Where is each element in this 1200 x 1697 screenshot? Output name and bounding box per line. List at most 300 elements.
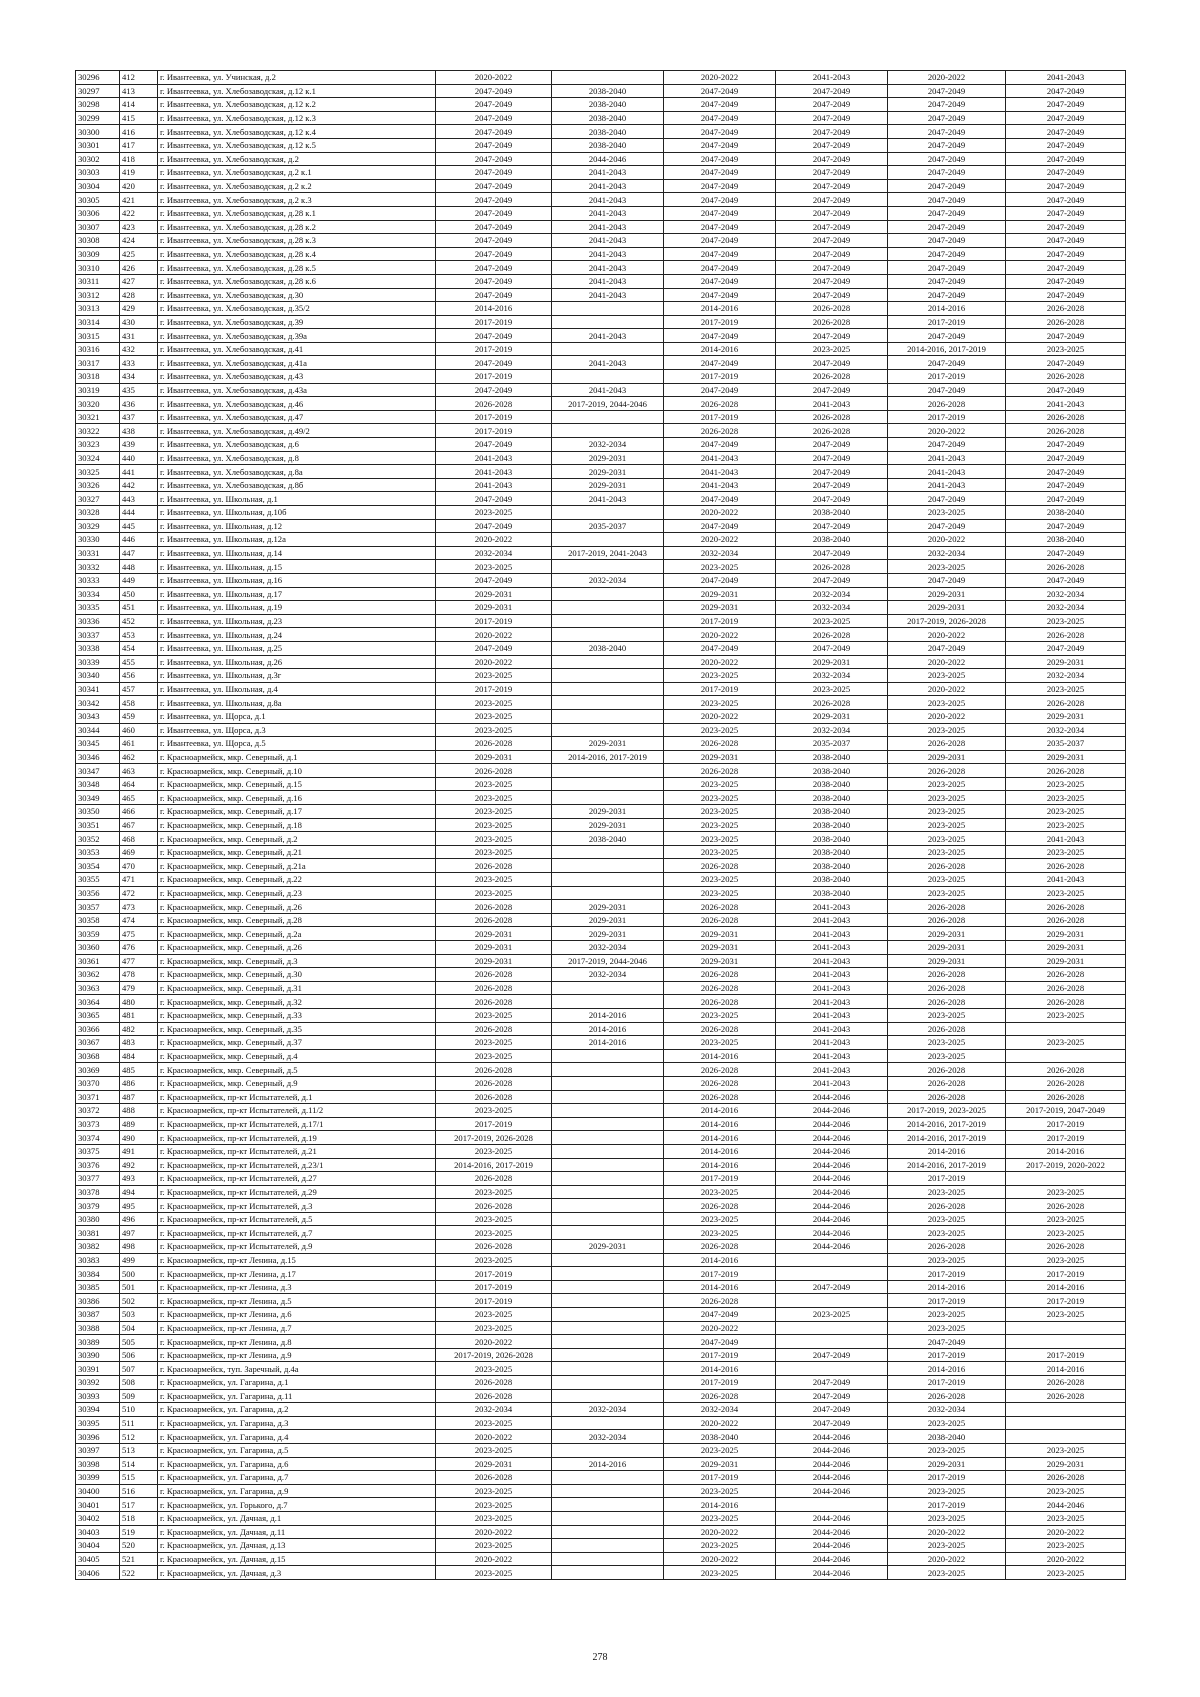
address-cell: г. Ивантеевка, ул. Школьная, д.14 [158, 546, 436, 560]
period-1-cell: 2023-2025 [436, 845, 552, 859]
period-6-cell: 2047-2049 [1006, 220, 1126, 234]
row-number-cell: 423 [120, 220, 158, 234]
row-id-cell: 30400 [76, 1484, 120, 1498]
period-1-cell: 2047-2049 [436, 383, 552, 397]
period-4-cell: 2044-2046 [776, 1172, 888, 1186]
period-1-cell: 2023-2025 [436, 791, 552, 805]
table-row [76, 179, 1126, 193]
period-3-cell: 2047-2049 [664, 247, 776, 261]
period-1-cell: 2017-2019, 2026-2028 [436, 1131, 552, 1145]
period-5-cell: 2014-2016, 2017-2019 [888, 1117, 1006, 1131]
period-2-cell [552, 1185, 664, 1199]
period-2-cell: 2041-2043 [552, 247, 664, 261]
period-5-cell: 2041-2043 [888, 465, 1006, 479]
period-5-cell: 2023-2025 [888, 723, 1006, 737]
period-1-cell: 2023-2025 [436, 1036, 552, 1050]
row-id-cell: 30385 [76, 1280, 120, 1294]
period-4-cell: 2044-2046 [776, 1199, 888, 1213]
address-cell: г. Красноармейск, пр-кт Испытателей, д.23/1 [158, 1158, 436, 1172]
period-1-cell: 2047-2049 [436, 152, 552, 166]
table-row [76, 1443, 1126, 1457]
row-id-cell: 30377 [76, 1172, 120, 1186]
row-number-cell: 480 [120, 995, 158, 1009]
address-cell: г. Красноармейск, ул. Дачная, д.13 [158, 1539, 436, 1553]
period-5-cell: 2029-2031 [888, 587, 1006, 601]
period-5-cell: 2047-2049 [888, 261, 1006, 275]
period-4-cell [776, 1321, 888, 1335]
period-4-cell: 2041-2043 [776, 913, 888, 927]
row-number-cell: 495 [120, 1199, 158, 1213]
period-2-cell [552, 777, 664, 791]
period-2-cell: 2041-2043 [552, 492, 664, 506]
period-1-cell: 2026-2028 [436, 764, 552, 778]
period-5-cell: 2023-2025 [888, 1253, 1006, 1267]
period-4-cell: 2047-2049 [776, 111, 888, 125]
period-4-cell: 2026-2028 [776, 410, 888, 424]
period-4-cell: 2047-2049 [776, 546, 888, 560]
row-number-cell: 475 [120, 927, 158, 941]
row-id-cell: 30354 [76, 859, 120, 873]
period-2-cell: 2038-2040 [552, 125, 664, 139]
period-3-cell: 2023-2025 [664, 1036, 776, 1050]
period-6-cell: 2032-2034 [1006, 669, 1126, 683]
address-cell: г. Красноармейск, пр-кт Испытателей, д.27 [158, 1172, 436, 1186]
period-2-cell: 2038-2040 [552, 138, 664, 152]
period-1-cell: 2023-2025 [436, 669, 552, 683]
period-5-cell: 2014-2016, 2017-2019 [888, 1158, 1006, 1172]
row-id-cell: 30370 [76, 1076, 120, 1090]
period-3-cell: 2047-2049 [664, 356, 776, 370]
table-row [76, 1484, 1126, 1498]
table-row [76, 1362, 1126, 1376]
period-3-cell: 2026-2028 [664, 913, 776, 927]
period-4-cell: 2038-2040 [776, 791, 888, 805]
table-row [76, 764, 1126, 778]
row-id-cell: 30406 [76, 1566, 120, 1580]
address-cell: г. Ивантеевка, ул. Школьная, д.12а [158, 533, 436, 547]
period-4-cell: 2038-2040 [776, 832, 888, 846]
period-3-cell: 2014-2016 [664, 1158, 776, 1172]
row-number-cell: 465 [120, 791, 158, 805]
address-cell: г. Красноармейск, мкр. Северный, д.1 [158, 750, 436, 764]
period-1-cell: 2017-2019 [436, 1117, 552, 1131]
period-6-cell: 2023-2025 [1006, 791, 1126, 805]
address-cell: г. Красноармейск, пр-кт Ленина, д.6 [158, 1308, 436, 1322]
table-row [76, 1090, 1126, 1104]
address-cell: г. Красноармейск, мкр. Северный, д.21а [158, 859, 436, 873]
period-4-cell: 2047-2049 [776, 138, 888, 152]
row-number-cell: 439 [120, 438, 158, 452]
address-cell: г. Красноармейск, пр-кт Испытателей, д.1 [158, 1090, 436, 1104]
period-2-cell: 2029-2031 [552, 913, 664, 927]
row-id-cell: 30299 [76, 111, 120, 125]
table-row [76, 1539, 1126, 1553]
period-3-cell: 2047-2049 [664, 152, 776, 166]
address-cell: г. Красноармейск, ул. Гагарина, д.11 [158, 1389, 436, 1403]
table-row [76, 193, 1126, 207]
period-2-cell: 2041-2043 [552, 261, 664, 275]
row-number-cell: 476 [120, 941, 158, 955]
row-id-cell: 30402 [76, 1511, 120, 1525]
period-3-cell: 2026-2028 [664, 995, 776, 1009]
period-2-cell [552, 1090, 664, 1104]
period-6-cell: 2026-2028 [1006, 1076, 1126, 1090]
period-4-cell: 2041-2043 [776, 1063, 888, 1077]
period-4-cell: 2047-2049 [776, 465, 888, 479]
period-4-cell: 2047-2049 [776, 478, 888, 492]
row-id-cell: 30316 [76, 342, 120, 356]
table-row [76, 968, 1126, 982]
period-1-cell: 2020-2022 [436, 628, 552, 642]
period-2-cell [552, 1484, 664, 1498]
row-id-cell: 30304 [76, 179, 120, 193]
period-3-cell: 2014-2016 [664, 1498, 776, 1512]
period-3-cell: 2017-2019 [664, 614, 776, 628]
table-row [76, 1389, 1126, 1403]
period-6-cell: 2023-2025 [1006, 1539, 1126, 1553]
period-1-cell: 2023-2025 [436, 696, 552, 710]
address-cell: г. Ивантеевка, ул. Школьная, д.15 [158, 560, 436, 574]
period-5-cell: 2047-2049 [888, 206, 1006, 220]
row-id-cell: 30387 [76, 1308, 120, 1322]
period-6-cell: 2047-2049 [1006, 356, 1126, 370]
address-cell: г. Ивантеевка, ул. Учинская, д.2 [158, 71, 436, 85]
period-4-cell: 2023-2025 [776, 1308, 888, 1322]
period-1-cell: 2026-2028 [436, 1063, 552, 1077]
period-4-cell [776, 1498, 888, 1512]
row-number-cell: 461 [120, 737, 158, 751]
period-5-cell: 2020-2022 [888, 424, 1006, 438]
row-number-cell: 486 [120, 1076, 158, 1090]
period-2-cell: 2032-2034 [552, 941, 664, 955]
period-4-cell: 2047-2049 [776, 84, 888, 98]
period-1-cell: 2023-2025 [436, 873, 552, 887]
table-row [76, 641, 1126, 655]
period-1-cell: 2023-2025 [436, 818, 552, 832]
period-6-cell [1006, 1049, 1126, 1063]
row-number-cell: 473 [120, 900, 158, 914]
row-number-cell: 446 [120, 533, 158, 547]
period-5-cell: 2023-2025 [888, 669, 1006, 683]
table-row [76, 261, 1126, 275]
period-2-cell [552, 1117, 664, 1131]
period-3-cell: 2023-2025 [664, 791, 776, 805]
row-number-cell: 442 [120, 478, 158, 492]
period-4-cell: 2047-2049 [776, 274, 888, 288]
address-cell: г. Ивантеевка, ул. Школьная, д.10б [158, 506, 436, 520]
row-number-cell: 458 [120, 696, 158, 710]
address-cell: г. Ивантеевка, ул. Школьная, д.24 [158, 628, 436, 642]
table-row [76, 1008, 1126, 1022]
period-4-cell: 2041-2043 [776, 981, 888, 995]
period-2-cell [552, 1076, 664, 1090]
address-cell: г. Красноармейск, ул. Гагарина, д.5 [158, 1443, 436, 1457]
period-3-cell: 2023-2025 [664, 1484, 776, 1498]
address-cell: г. Красноармейск, мкр. Северный, д.18 [158, 818, 436, 832]
row-id-cell: 30359 [76, 927, 120, 941]
period-3-cell: 2047-2049 [664, 261, 776, 275]
address-cell: г. Красноармейск, ул. Гагарина, д.2 [158, 1403, 436, 1417]
row-number-cell: 449 [120, 573, 158, 587]
period-6-cell: 2047-2049 [1006, 111, 1126, 125]
row-number-cell: 500 [120, 1267, 158, 1281]
period-5-cell: 2020-2022 [888, 655, 1006, 669]
address-cell: г. Красноармейск, пр-кт Испытателей, д.5 [158, 1212, 436, 1226]
period-4-cell: 2047-2049 [776, 1280, 888, 1294]
period-5-cell: 2047-2049 [888, 220, 1006, 234]
period-3-cell: 2026-2028 [664, 1199, 776, 1213]
page-number: 278 [592, 1652, 608, 1663]
row-id-cell: 30401 [76, 1498, 120, 1512]
period-3-cell: 2026-2028 [664, 1090, 776, 1104]
table-row [76, 247, 1126, 261]
period-2-cell [552, 506, 664, 520]
period-2-cell [552, 981, 664, 995]
table-row [76, 1199, 1126, 1213]
period-1-cell: 2041-2043 [436, 451, 552, 465]
period-2-cell: 2041-2043 [552, 383, 664, 397]
period-3-cell: 2014-2016 [664, 302, 776, 316]
period-5-cell: 2026-2028 [888, 913, 1006, 927]
period-3-cell: 2026-2028 [664, 1389, 776, 1403]
period-1-cell: 2017-2019 [436, 1267, 552, 1281]
period-5-cell: 2029-2031 [888, 927, 1006, 941]
period-4-cell: 2044-2046 [776, 1158, 888, 1172]
row-number-cell: 516 [120, 1484, 158, 1498]
period-4-cell: 2041-2043 [776, 1049, 888, 1063]
address-cell: г. Ивантеевка, ул. Хлебозаводская, д.2 к.3 [158, 193, 436, 207]
table-row [76, 1185, 1126, 1199]
period-2-cell [552, 1525, 664, 1539]
period-5-cell: 2032-2034 [888, 546, 1006, 560]
period-2-cell: 2038-2040 [552, 832, 664, 846]
row-number-cell: 506 [120, 1348, 158, 1362]
row-number-cell: 468 [120, 832, 158, 846]
address-cell: г. Красноармейск, ул. Гагарина, д.6 [158, 1457, 436, 1471]
row-id-cell: 30357 [76, 900, 120, 914]
row-number-cell: 488 [120, 1104, 158, 1118]
period-5-cell: 2026-2028 [888, 1240, 1006, 1254]
address-cell: г. Красноармейск, пр-кт Ленина, д.17 [158, 1267, 436, 1281]
period-1-cell: 2047-2049 [436, 84, 552, 98]
row-id-cell: 30375 [76, 1144, 120, 1158]
period-4-cell: 2044-2046 [776, 1144, 888, 1158]
period-6-cell: 2047-2049 [1006, 492, 1126, 506]
period-4-cell: 2047-2049 [776, 519, 888, 533]
table-row [76, 1430, 1126, 1444]
period-1-cell: 2026-2028 [436, 981, 552, 995]
period-1-cell: 2023-2025 [436, 709, 552, 723]
row-number-cell: 434 [120, 370, 158, 384]
period-3-cell: 2047-2049 [664, 1335, 776, 1349]
table-row [76, 1117, 1126, 1131]
period-2-cell: 2017-2019, 2041-2043 [552, 546, 664, 560]
period-6-cell: 2047-2049 [1006, 465, 1126, 479]
row-id-cell: 30391 [76, 1362, 120, 1376]
schedule-table-container [75, 70, 1125, 1580]
period-6-cell: 2017-2019 [1006, 1348, 1126, 1362]
row-id-cell: 30325 [76, 465, 120, 479]
period-6-cell: 2026-2028 [1006, 1471, 1126, 1485]
table-row [76, 1471, 1126, 1485]
period-1-cell: 2023-2025 [436, 1362, 552, 1376]
period-6-cell [1006, 1022, 1126, 1036]
period-5-cell: 2047-2049 [888, 438, 1006, 452]
row-number-cell: 443 [120, 492, 158, 506]
period-1-cell: 2026-2028 [436, 1022, 552, 1036]
period-5-cell: 2047-2049 [888, 356, 1006, 370]
period-4-cell: 2032-2034 [776, 601, 888, 615]
table-row [76, 1172, 1126, 1186]
period-4-cell: 2026-2028 [776, 696, 888, 710]
period-6-cell: 2023-2025 [1006, 818, 1126, 832]
row-number-cell: 499 [120, 1253, 158, 1267]
row-id-cell: 30384 [76, 1267, 120, 1281]
table-row [76, 1457, 1126, 1471]
period-2-cell [552, 370, 664, 384]
period-3-cell: 2026-2028 [664, 859, 776, 873]
period-1-cell: 2026-2028 [436, 1076, 552, 1090]
row-number-cell: 496 [120, 1212, 158, 1226]
row-id-cell: 30326 [76, 478, 120, 492]
address-cell: г. Ивантеевка, ул. Хлебозаводская, д.41 [158, 342, 436, 356]
period-5-cell: 2029-2031 [888, 750, 1006, 764]
row-number-cell: 478 [120, 968, 158, 982]
table-row [76, 274, 1126, 288]
period-4-cell: 2044-2046 [776, 1185, 888, 1199]
address-cell: г. Ивантеевка, ул. Хлебозаводская, д.49/2 [158, 424, 436, 438]
table-row [76, 1063, 1126, 1077]
row-number-cell: 503 [120, 1308, 158, 1322]
period-5-cell: 2023-2025 [888, 1185, 1006, 1199]
period-5-cell: 2023-2025 [888, 818, 1006, 832]
row-id-cell: 30311 [76, 274, 120, 288]
row-number-cell: 432 [120, 342, 158, 356]
row-id-cell: 30334 [76, 587, 120, 601]
period-1-cell: 2017-2019 [436, 614, 552, 628]
period-1-cell: 2023-2025 [436, 777, 552, 791]
row-id-cell: 30319 [76, 383, 120, 397]
period-4-cell: 2044-2046 [776, 1104, 888, 1118]
period-2-cell [552, 1376, 664, 1390]
table-row [76, 927, 1126, 941]
period-6-cell: 2047-2049 [1006, 546, 1126, 560]
period-1-cell: 2047-2049 [436, 234, 552, 248]
address-cell: г. Красноармейск, пр-кт Испытателей, д.9 [158, 1240, 436, 1254]
period-5-cell: 2047-2049 [888, 329, 1006, 343]
period-2-cell: 2014-2016 [552, 1008, 664, 1022]
period-2-cell [552, 1566, 664, 1580]
row-id-cell: 30341 [76, 682, 120, 696]
period-4-cell: 2047-2049 [776, 356, 888, 370]
row-id-cell: 30369 [76, 1063, 120, 1077]
period-6-cell: 2026-2028 [1006, 302, 1126, 316]
period-1-cell: 2017-2019 [436, 342, 552, 356]
period-6-cell [1006, 1321, 1126, 1335]
period-3-cell: 2017-2019 [664, 682, 776, 696]
period-1-cell: 2023-2025 [436, 1008, 552, 1022]
table-row [76, 71, 1126, 85]
period-2-cell [552, 1552, 664, 1566]
period-2-cell [552, 1321, 664, 1335]
row-number-cell: 497 [120, 1226, 158, 1240]
address-cell: г. Ивантеевка, ул. Хлебозаводская, д.28 к.1 [158, 206, 436, 220]
period-5-cell: 2047-2049 [888, 1335, 1006, 1349]
row-id-cell: 30333 [76, 573, 120, 587]
period-4-cell: 2047-2049 [776, 1376, 888, 1390]
period-5-cell: 2047-2049 [888, 193, 1006, 207]
row-number-cell: 417 [120, 138, 158, 152]
table-row [76, 451, 1126, 465]
period-1-cell: 2023-2025 [436, 1443, 552, 1457]
address-cell: г. Ивантеевка, ул. Школьная, д.3г [158, 669, 436, 683]
period-3-cell: 2041-2043 [664, 465, 776, 479]
address-cell: г. Ивантеевка, ул. Школьная, д.8а [158, 696, 436, 710]
period-1-cell: 2026-2028 [436, 900, 552, 914]
period-5-cell: 2017-2019 [888, 1348, 1006, 1362]
row-number-cell: 425 [120, 247, 158, 261]
period-4-cell: 2044-2046 [776, 1511, 888, 1525]
period-2-cell [552, 424, 664, 438]
period-6-cell: 2026-2028 [1006, 913, 1126, 927]
row-id-cell: 30324 [76, 451, 120, 465]
period-6-cell: 2047-2049 [1006, 98, 1126, 112]
period-4-cell: 2047-2049 [776, 1348, 888, 1362]
period-2-cell: 2038-2040 [552, 111, 664, 125]
row-number-cell: 438 [120, 424, 158, 438]
address-cell: г. Красноармейск, мкр. Северный, д.9 [158, 1076, 436, 1090]
period-4-cell: 2044-2046 [776, 1131, 888, 1145]
row-id-cell: 30315 [76, 329, 120, 343]
row-number-cell: 457 [120, 682, 158, 696]
period-2-cell [552, 410, 664, 424]
table-row [76, 1552, 1126, 1566]
period-5-cell: 2023-2025 [888, 696, 1006, 710]
period-2-cell [552, 560, 664, 574]
period-5-cell: 2023-2025 [888, 560, 1006, 574]
row-number-cell: 453 [120, 628, 158, 642]
period-4-cell: 2044-2046 [776, 1212, 888, 1226]
period-1-cell: 2023-2025 [436, 560, 552, 574]
row-number-cell: 510 [120, 1403, 158, 1417]
address-cell: г. Красноармейск, пр-кт Испытателей, д.21 [158, 1144, 436, 1158]
period-2-cell [552, 655, 664, 669]
period-5-cell: 2023-2025 [888, 832, 1006, 846]
row-id-cell: 30398 [76, 1457, 120, 1471]
period-6-cell: 2020-2022 [1006, 1525, 1126, 1539]
period-3-cell: 2023-2025 [664, 777, 776, 791]
period-4-cell: 2047-2049 [776, 234, 888, 248]
address-cell: г. Ивантеевка, ул. Хлебозаводская, д.8 [158, 451, 436, 465]
period-2-cell [552, 614, 664, 628]
period-2-cell: 2038-2040 [552, 98, 664, 112]
period-6-cell: 2023-2025 [1006, 1308, 1126, 1322]
period-3-cell: 2047-2049 [664, 288, 776, 302]
period-2-cell [552, 1443, 664, 1457]
period-3-cell: 2047-2049 [664, 234, 776, 248]
table-row [76, 1212, 1126, 1226]
row-id-cell: 30378 [76, 1185, 120, 1199]
period-3-cell: 2014-2016 [664, 1131, 776, 1145]
row-number-cell: 501 [120, 1280, 158, 1294]
row-id-cell: 30307 [76, 220, 120, 234]
address-cell: г. Красноармейск, мкр. Северный, д.10 [158, 764, 436, 778]
period-1-cell: 2026-2028 [436, 995, 552, 1009]
row-number-cell: 433 [120, 356, 158, 370]
period-1-cell: 2023-2025 [436, 1416, 552, 1430]
period-6-cell: 2047-2049 [1006, 179, 1126, 193]
period-4-cell: 2038-2040 [776, 859, 888, 873]
